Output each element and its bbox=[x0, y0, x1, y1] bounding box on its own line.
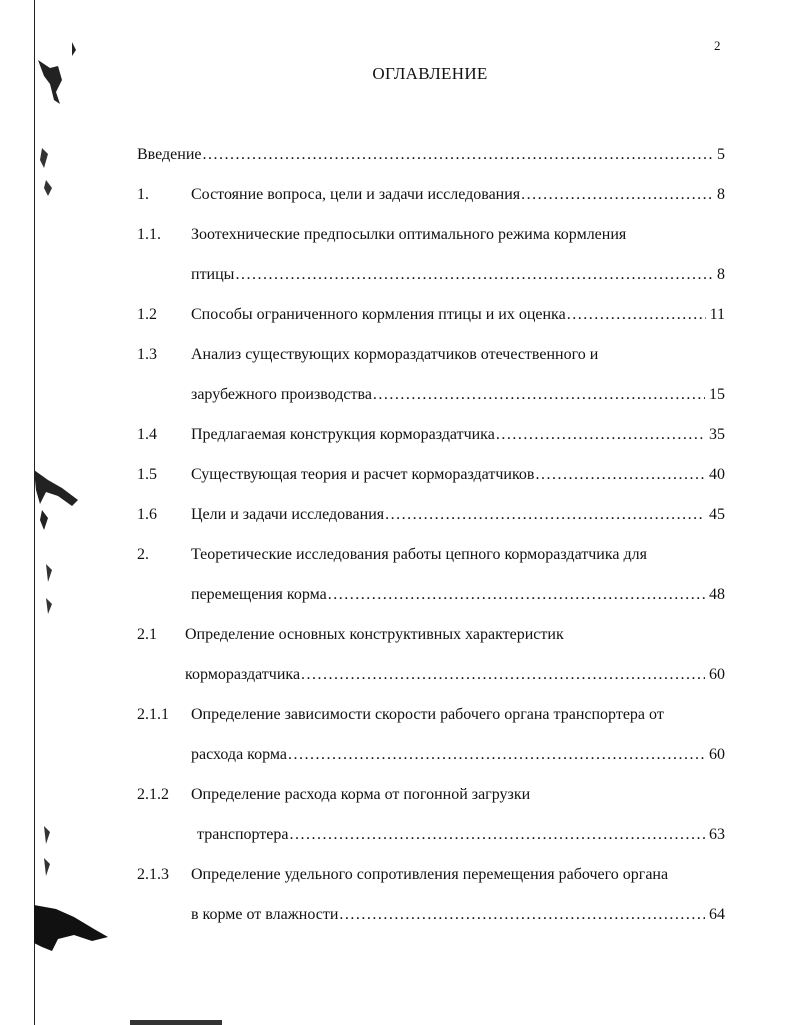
toc-entry-title: Определение удельного сопротивления перемещения рабочего органа bbox=[191, 866, 669, 883]
scan-smudge-left bbox=[30, 140, 70, 210]
toc-entry-page: 15 bbox=[709, 386, 725, 403]
toc-entry-title: Введение bbox=[137, 146, 202, 163]
toc-entry-number: 2. bbox=[137, 546, 149, 563]
scan-blot-bottom bbox=[34, 895, 114, 965]
dot-leader bbox=[567, 304, 706, 326]
toc-entry-title: Теоретические исследования работы цепного кормораздатчика для bbox=[191, 546, 647, 563]
toc-entry-number: 1.3 bbox=[137, 346, 157, 363]
toc-entry-page: 45 bbox=[709, 506, 725, 523]
toc-entry-number: 1.4 bbox=[137, 426, 157, 443]
toc-entry-number: 2.1.2 bbox=[137, 786, 169, 803]
dot-leader bbox=[328, 584, 705, 606]
toc-entry-title: Существующая теория и расчет кормораздатчиков bbox=[191, 466, 535, 483]
toc-row bbox=[137, 384, 725, 406]
dot-leader bbox=[301, 664, 705, 686]
scan-smudge-middle bbox=[28, 460, 88, 540]
toc-row bbox=[137, 464, 725, 486]
toc-entry-title: птицы bbox=[191, 266, 235, 283]
toc-row bbox=[137, 264, 725, 286]
toc-entry-title: Определение зависимости скорости рабочего органа транспортера от bbox=[191, 706, 664, 723]
toc-entry-page: 60 bbox=[709, 746, 725, 763]
toc-row bbox=[137, 584, 725, 606]
toc-entry-number: 1. bbox=[137, 186, 149, 203]
toc-entry-title: Анализ существующих кормораздатчиков отечественного и bbox=[191, 346, 599, 363]
toc-row bbox=[137, 224, 725, 246]
dot-leader bbox=[373, 384, 705, 406]
dot-leader bbox=[535, 464, 705, 486]
toc-entry-number: 1.2 bbox=[137, 306, 157, 323]
toc-row bbox=[137, 664, 725, 686]
toc-entry-page: 5 bbox=[717, 146, 725, 163]
toc-row bbox=[137, 744, 725, 766]
toc-entry-number: 1.6 bbox=[137, 506, 157, 523]
toc-row bbox=[137, 904, 725, 926]
toc-entry-number: 1.5 bbox=[137, 466, 157, 483]
toc-row bbox=[137, 864, 725, 886]
toc-row bbox=[137, 424, 725, 446]
toc-entry-page: 8 bbox=[717, 266, 725, 283]
toc-entry-page: 11 bbox=[709, 306, 725, 323]
dot-leader bbox=[235, 264, 713, 286]
toc-row bbox=[137, 544, 725, 566]
toc-entry-number: 2.1.3 bbox=[137, 866, 169, 883]
toc-entry-page: 40 bbox=[709, 466, 725, 483]
toc-row bbox=[137, 824, 725, 846]
toc-entry-title: перемещения корма bbox=[191, 586, 327, 603]
toc-row bbox=[137, 304, 725, 326]
toc-entry-title: Определение расхода корма от погонной загрузки bbox=[191, 786, 531, 803]
toc-entry-number: 2.1 bbox=[137, 626, 157, 643]
page-title: ОГЛАВЛЕНИЕ bbox=[372, 64, 488, 83]
toc-entry-title: расхода корма bbox=[191, 746, 287, 763]
toc-entry-title: Предлагаемая конструкция кормораздатчика bbox=[191, 426, 495, 443]
toc-row bbox=[137, 704, 725, 726]
toc-row bbox=[137, 184, 725, 206]
toc-entry-number: 2.1.1 bbox=[137, 706, 169, 723]
scan-smudge-lower bbox=[36, 820, 56, 880]
toc-entry-title: Зоотехнические предпосылки оптимального режима кормления bbox=[191, 226, 627, 243]
page-number: 2 bbox=[714, 38, 721, 53]
scan-edge-bottom-mark bbox=[130, 1020, 222, 1025]
toc-entry-title: Цели и задачи исследования bbox=[191, 506, 385, 523]
toc-row bbox=[137, 504, 725, 526]
toc-entry-page: 48 bbox=[709, 586, 725, 603]
toc-entry-title: кормораздатчика bbox=[185, 666, 301, 683]
toc-entry-title: зарубежного производства bbox=[191, 386, 372, 403]
dot-leader bbox=[203, 144, 714, 166]
toc-entry-title: транспортера bbox=[197, 826, 289, 843]
toc-row bbox=[137, 784, 725, 806]
dot-leader bbox=[339, 904, 705, 926]
toc-entry-page: 8 bbox=[717, 186, 725, 203]
dot-leader bbox=[290, 824, 706, 846]
toc-entry-title: Способы ограниченного кормления птицы и их оценка bbox=[191, 306, 566, 323]
toc-row bbox=[137, 144, 725, 166]
toc-row bbox=[137, 344, 725, 366]
toc-entry-title: в корме от влажности bbox=[191, 906, 339, 923]
toc-entry-page: 63 bbox=[709, 826, 725, 843]
toc-entry-title: Определение основных конструктивных характеристик bbox=[185, 626, 564, 643]
toc-entry-number: 1.1. bbox=[137, 226, 161, 243]
dot-leader bbox=[385, 504, 705, 526]
toc-row bbox=[137, 624, 725, 646]
toc-entry-page: 35 bbox=[709, 426, 725, 443]
toc-entry-page: 64 bbox=[709, 906, 725, 923]
dot-leader bbox=[496, 424, 705, 446]
scan-smudge-marks bbox=[40, 560, 60, 620]
toc-entry-page: 60 bbox=[709, 666, 725, 683]
dot-leader bbox=[521, 184, 713, 206]
toc-entry-title: Состояние вопроса, цели и задачи исследования bbox=[191, 186, 521, 203]
dot-leader bbox=[288, 744, 705, 766]
